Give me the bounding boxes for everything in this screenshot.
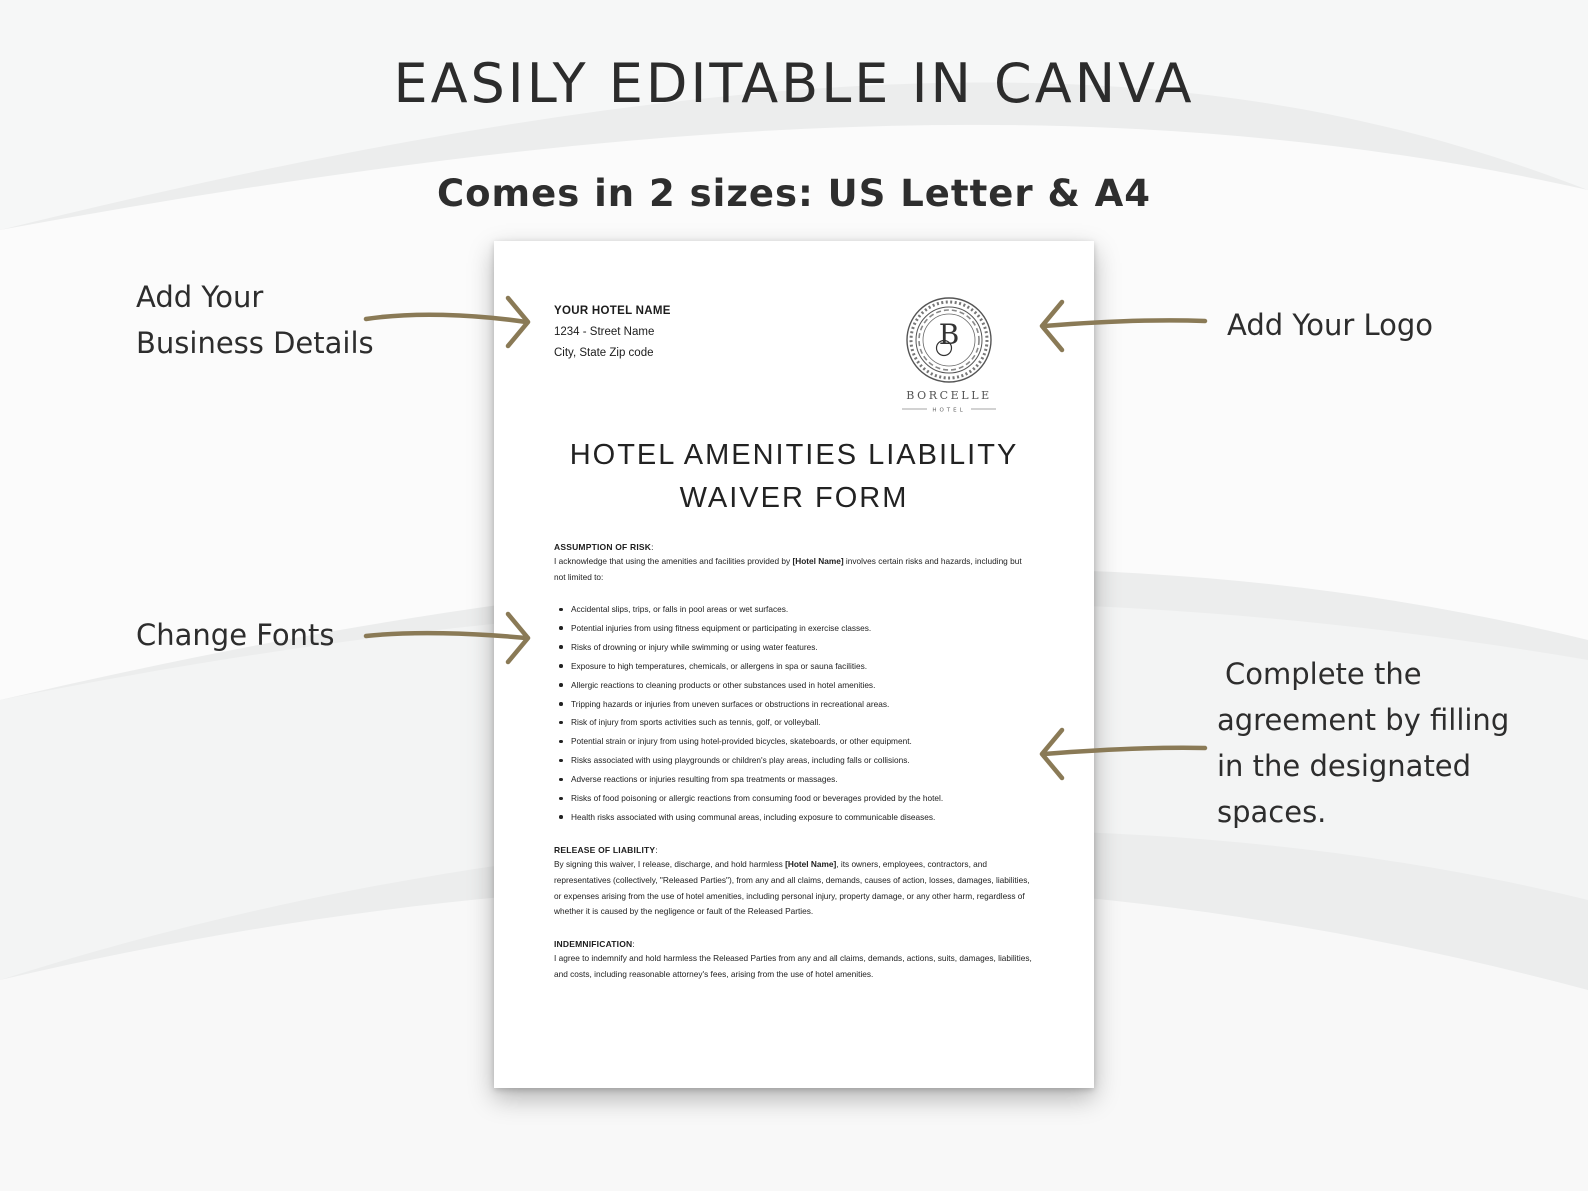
list-item: Tripping hazards or injuries from uneven surfaces or obstructions in recreational areas. [554, 695, 1034, 714]
callout-fonts-text: Change Fonts [136, 618, 335, 652]
arrow-right-icon [362, 292, 537, 352]
indemnification-heading [554, 939, 635, 949]
arrow-left-icon [1034, 724, 1209, 784]
assumption-heading-text: ASSUMPTION OF RISK [554, 542, 652, 552]
list-item: Potential strain or injury from using hotel-provided bicycles, skateboards, or other equipment. [554, 732, 1034, 751]
release-heading-colon: : [655, 845, 658, 855]
list-item: Risks of drowning or injury while swimming or using water features. [554, 638, 1034, 657]
assumption-paragraph [554, 554, 1034, 586]
indemnification-paragraph: I agree to indemnify and hold harmless the Released Parties from any and all claims, demands, actions, suits, damages, liabilities, and costs, including reasonable attorney's fees, arising from the use of hotel amenities. [554, 953, 1032, 979]
callout-logo-text: Add Your Logo [1227, 308, 1434, 342]
callout-business-line-1: Add Your [136, 280, 264, 314]
waiver-document [494, 241, 1094, 1088]
callout-complete-line-4: spaces. [1217, 795, 1327, 829]
logo-tagline: HOTEL [932, 407, 966, 414]
business-details [554, 301, 671, 364]
callout-complete-line-1: Complete the [1225, 657, 1422, 691]
hotel-name-placeholder[interactable]: [Hotel Name] [792, 556, 844, 566]
list-item: Risks of food poisoning or allergic reactions from consuming food or beverages provided by the hotel. [554, 789, 1034, 808]
release-text-start: By signing this waiver, I release, discharge, and hold harmless [554, 859, 786, 869]
document-title [494, 434, 1094, 520]
callout-business-details [136, 274, 374, 366]
risk-list [554, 600, 1034, 827]
indemnification-heading-colon: : [632, 939, 635, 949]
list-item: Risks associated with using playgrounds or children's play areas, including falls or collisions. [554, 751, 1034, 770]
assumption-heading-colon: : [651, 542, 654, 552]
list-item: Adverse reactions or injuries resulting from spa treatments or massages. [554, 770, 1034, 789]
document-title-line-1: HOTEL AMENITIES LIABILITY [569, 439, 1019, 471]
hotel-name: YOUR HOTEL NAME [554, 305, 671, 317]
arrow-left-icon [1034, 296, 1209, 356]
callout-business-line-2: Business Details [136, 326, 374, 360]
logo-letter: B [938, 318, 960, 351]
list-item: Health risks associated with using communal areas, including exposure to communicable diseases. [554, 808, 1034, 827]
callout-change-fonts [136, 612, 335, 658]
release-paragraph [554, 857, 1034, 920]
release-text-end: , its owners, employees, contractors, and representatives (collectively, "Released Parties"), from any and all claims, demands, causes of action, losses, damages, liabilities, or expenses arising from the use of hotel amenities, including personal injury, property damage, or any other harm, regardless of whether it is caused by the negligence or fault of the Released Parties. [554, 859, 1030, 917]
document-title-line-2: WAIVER FORM [679, 482, 909, 514]
hotel-name-placeholder[interactable]: [Hotel Name] [785, 859, 837, 869]
assumption-text-start: I acknowledge that using the amenities and facilities provided by [554, 556, 793, 566]
assumption-heading [554, 542, 654, 552]
arrow-right-icon [362, 608, 537, 668]
headline: EASILY EDITABLE IN CANVA [393, 52, 1195, 115]
callout-complete-line-3: in the designated [1217, 749, 1472, 783]
logo-brand: BORCELLE [906, 389, 992, 402]
callout-add-logo [1227, 302, 1433, 348]
list-item: Potential injuries from using fitness equipment or participating in exercise classes. [554, 619, 1034, 638]
indemnification-heading-text: INDEMNIFICATION [554, 939, 633, 949]
release-heading-text: RELEASE OF LIABILITY [554, 845, 656, 855]
city-state-zip: City, State Zip code [554, 347, 654, 359]
list-item: Exposure to high temperatures, chemicals, or allergens in spa or sauna facilities. [554, 657, 1034, 676]
assumption-text-end: involves certain risks and hazards, including but not limited to: [554, 556, 1022, 582]
callout-complete-line-2: agreement by filling [1217, 703, 1510, 737]
callout-complete-agreement [1217, 651, 1509, 835]
list-item: Allergic reactions to cleaning products or other substances used in hotel amenities. [554, 676, 1034, 695]
list-item: Risk of injury from sports activities such as tennis, golf, or volleyball. [554, 713, 1034, 732]
street-address: 1234 - Street Name [554, 326, 655, 338]
release-heading [554, 845, 658, 855]
subline: Comes in 2 sizes: US Letter & A4 [436, 172, 1152, 215]
borcelle-logo [894, 296, 1004, 416]
list-item: Accidental slips, trips, or falls in pool areas or wet surfaces. [554, 600, 1034, 619]
